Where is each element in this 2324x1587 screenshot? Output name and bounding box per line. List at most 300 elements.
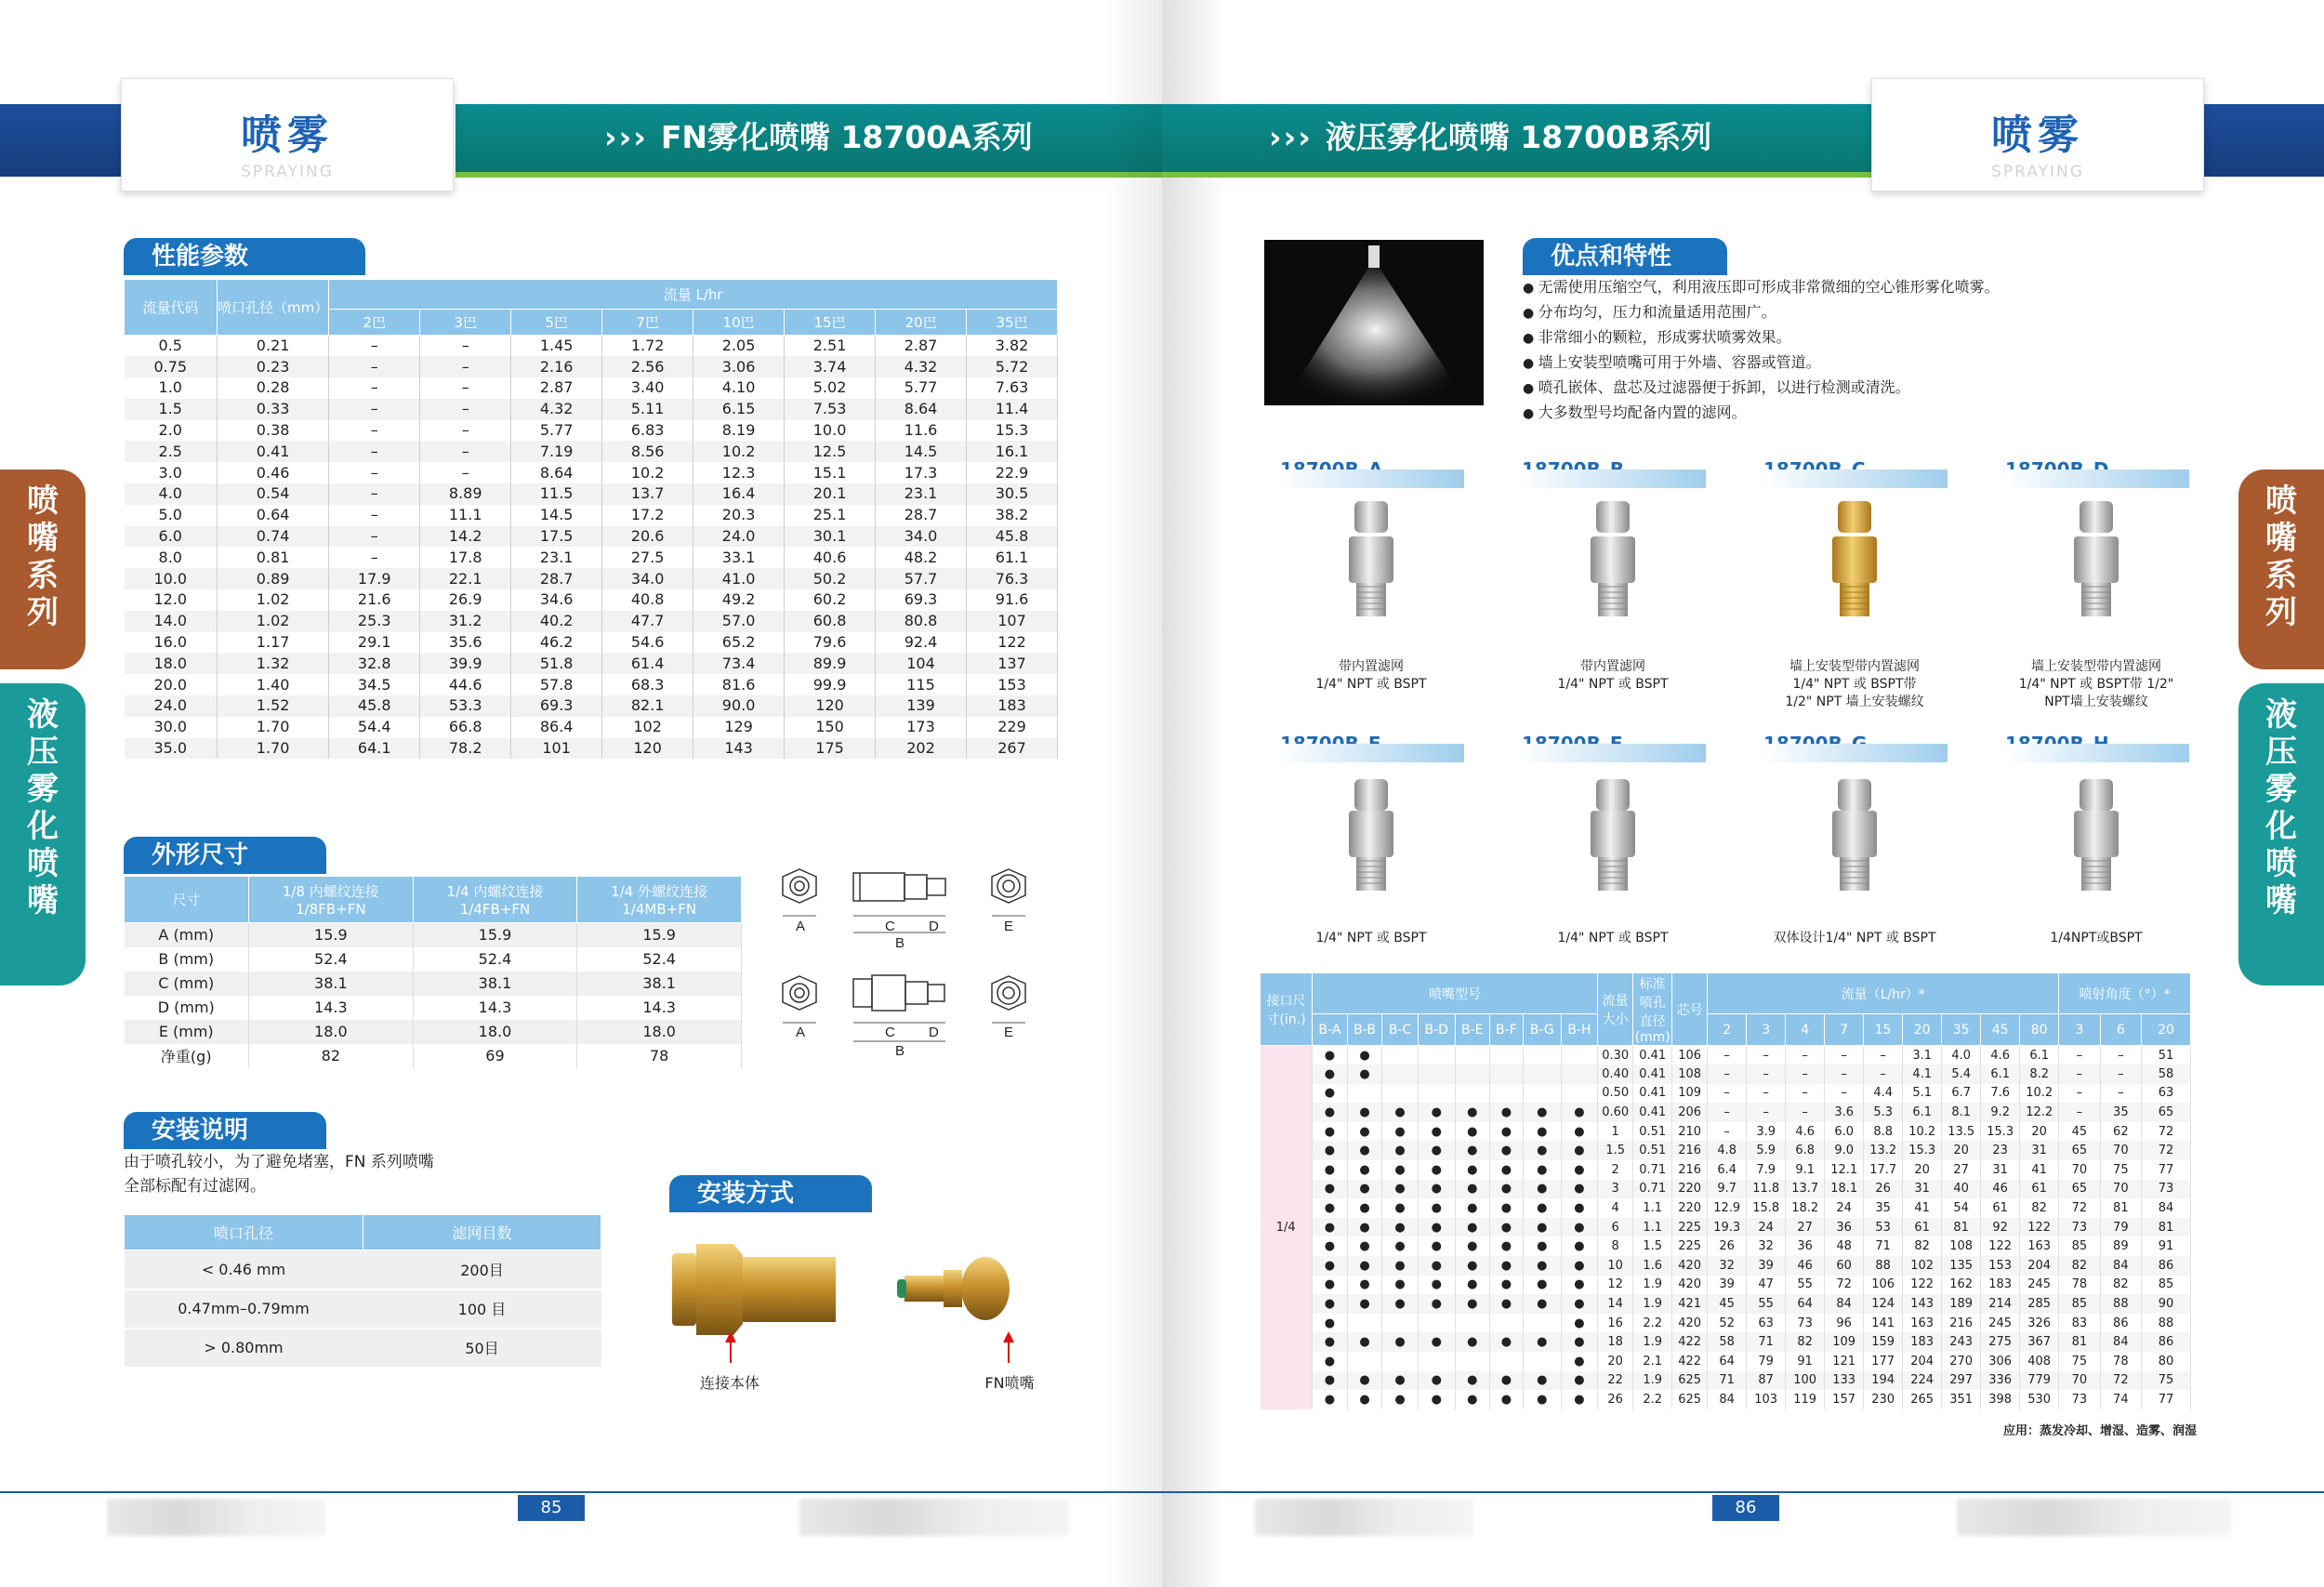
advantage-item: ● 非常细小的颗粒，形成雾状喷雾效果。 bbox=[1523, 325, 2000, 350]
page-title-left bbox=[604, 113, 1033, 157]
table-cell: 3.74 bbox=[785, 356, 876, 377]
model-availability-cell bbox=[1455, 1065, 1489, 1084]
table-cell: 21.6 bbox=[329, 589, 420, 611]
model-availability-cell bbox=[1418, 1065, 1455, 1084]
table-cell: 5.02 bbox=[785, 377, 876, 399]
footer-rule bbox=[0, 1491, 1162, 1493]
model-availability-cell: ● bbox=[1347, 1103, 1382, 1122]
footer-logo-blur bbox=[107, 1499, 325, 1536]
label-body: 连接本体 bbox=[699, 1374, 759, 1392]
performance-table bbox=[124, 279, 1058, 759]
model-availability-cell bbox=[1382, 1084, 1418, 1104]
table-cell: – bbox=[1825, 1046, 1864, 1065]
model-availability-cell: ● bbox=[1347, 1218, 1382, 1237]
table-cell: 0.50 bbox=[1598, 1084, 1633, 1104]
dims-section-title: 外形尺寸 bbox=[124, 837, 326, 874]
product-name-underline bbox=[1278, 744, 1464, 762]
model-availability-cell: ● bbox=[1561, 1332, 1598, 1352]
table-cell: – bbox=[329, 420, 420, 442]
model-availability-cell: ● bbox=[1418, 1371, 1455, 1391]
table-cell: 22.1 bbox=[420, 568, 511, 589]
footer-rule-right bbox=[1162, 1491, 2324, 1493]
table-cell: 5.1 bbox=[1903, 1084, 1942, 1104]
table-cell: 35.6 bbox=[420, 632, 511, 654]
table-row bbox=[1261, 1084, 2191, 1104]
table-cell: 48.2 bbox=[876, 547, 967, 568]
table-cell: 86 bbox=[2142, 1256, 2191, 1276]
table-cell: 10.2 bbox=[602, 462, 693, 483]
model-availability-cell bbox=[1455, 1046, 1489, 1065]
table-cell: – bbox=[1864, 1046, 1903, 1065]
table-cell: 1 bbox=[1598, 1122, 1633, 1142]
table-cell: 86 bbox=[2142, 1332, 2191, 1352]
table-cell: – bbox=[329, 526, 420, 548]
table-cell: 14.3 bbox=[577, 996, 742, 1020]
col-pressure: 15巴 bbox=[785, 310, 876, 336]
table-cell: 175 bbox=[785, 738, 876, 760]
table-cell: 285 bbox=[2020, 1294, 2059, 1314]
table-cell: 8.8 bbox=[1864, 1122, 1903, 1142]
table-cell: 0.41 bbox=[218, 441, 329, 462]
table-cell: 73.4 bbox=[693, 653, 785, 674]
table-row bbox=[125, 947, 742, 972]
table-cell: 16 bbox=[1598, 1314, 1633, 1333]
side-tab-char: 喷 bbox=[2265, 483, 2297, 520]
table-cell: 1.6 bbox=[1633, 1256, 1672, 1276]
table-cell: 137 bbox=[967, 653, 1058, 674]
model-availability-cell: ● bbox=[1418, 1160, 1455, 1180]
table-cell: – bbox=[2059, 1103, 2100, 1122]
model-availability-cell: ● bbox=[1561, 1198, 1598, 1218]
model-availability-cell: ● bbox=[1523, 1294, 1561, 1314]
table-cell: 28.7 bbox=[876, 505, 967, 526]
table-cell: 0.60 bbox=[1598, 1103, 1633, 1122]
table-cell: 70 bbox=[2100, 1180, 2141, 1199]
table-cell: 75 bbox=[2100, 1160, 2141, 1180]
table-cell: 6.15 bbox=[693, 399, 785, 420]
table-row bbox=[1261, 1256, 2191, 1276]
model-availability-cell: ● bbox=[1418, 1180, 1455, 1199]
table-cell: 15.3 bbox=[1981, 1122, 2020, 1142]
table-cell: 12.1 bbox=[1825, 1160, 1864, 1180]
table-cell: – bbox=[1786, 1065, 1825, 1084]
table-cell: 11.1 bbox=[420, 505, 511, 526]
dim-label-b2: B bbox=[895, 1043, 905, 1059]
table-cell: 20 bbox=[1903, 1160, 1942, 1180]
table-cell: 40 bbox=[1942, 1180, 1981, 1199]
table-cell: 5.77 bbox=[511, 420, 602, 442]
col-angle-pressure: 6 bbox=[2100, 1014, 2141, 1046]
dim-label-e2: E bbox=[1004, 1025, 1014, 1040]
table-cell: 0.54 bbox=[218, 483, 329, 505]
table-row bbox=[125, 441, 1058, 462]
table-cell: 24 bbox=[1825, 1198, 1864, 1218]
table-cell: 0.71 bbox=[1633, 1180, 1672, 1199]
model-availability-cell: ● bbox=[1561, 1371, 1598, 1391]
side-tab-hydraulic-nozzle[interactable] bbox=[0, 683, 86, 985]
model-availability-cell: ● bbox=[1523, 1141, 1561, 1160]
table-cell: 51.8 bbox=[511, 653, 602, 674]
col-pressure: 35巴 bbox=[967, 310, 1058, 336]
table-cell: A (mm) bbox=[125, 923, 249, 947]
table-cell: 3.06 bbox=[693, 356, 785, 377]
table-cell: 15.3 bbox=[967, 420, 1058, 442]
table-cell: > 0.80mm bbox=[125, 1329, 363, 1368]
table-cell: 351 bbox=[1942, 1390, 1981, 1409]
table-row bbox=[1261, 1103, 2191, 1122]
table-cell: – bbox=[1708, 1046, 1747, 1065]
table-cell: 275 bbox=[1981, 1332, 2020, 1352]
dimension-drawing bbox=[772, 860, 1041, 1069]
model-availability-cell: ● bbox=[1523, 1180, 1561, 1199]
table-cell: 57.0 bbox=[693, 611, 785, 632]
model-availability-cell: ● bbox=[1561, 1256, 1598, 1276]
table-cell: 121 bbox=[1825, 1352, 1864, 1371]
col-flow-pressure: 15 bbox=[1864, 1014, 1903, 1046]
table-cell: 54 bbox=[1942, 1198, 1981, 1218]
table-cell: 66.8 bbox=[420, 717, 511, 738]
col-model-code: B-A bbox=[1313, 1014, 1348, 1046]
col-connection-line2: 1/4FB+FN bbox=[459, 901, 531, 918]
table-cell: 24.0 bbox=[693, 526, 785, 548]
table-cell: 420 bbox=[1672, 1256, 1708, 1276]
model-availability-cell: ● bbox=[1523, 1276, 1561, 1295]
table-cell: 70 bbox=[2100, 1141, 2141, 1160]
table-row bbox=[125, 674, 1058, 695]
side-tab-hydraulic-nozzle-right[interactable] bbox=[2238, 683, 2324, 985]
dim-label-c2: C bbox=[885, 1025, 895, 1040]
side-tab-char: 压 bbox=[2265, 734, 2297, 771]
table-cell: 88 bbox=[1864, 1256, 1903, 1276]
table-cell: 15.8 bbox=[1747, 1198, 1786, 1218]
table-cell: 净重(g) bbox=[125, 1044, 249, 1068]
table-cell: 153 bbox=[967, 674, 1058, 695]
model-availability-cell bbox=[1561, 1065, 1598, 1084]
header-blue-strip-right bbox=[2199, 104, 2324, 177]
table-cell: 83 bbox=[2059, 1314, 2100, 1333]
advantage-item: ● 喷孔嵌体、盘芯及过滤器便于拆卸，以进行检测或清洗。 bbox=[1523, 376, 2000, 401]
model-availability-cell: ● bbox=[1313, 1218, 1348, 1237]
table-cell: 39.9 bbox=[420, 653, 511, 674]
model-availability-cell: ● bbox=[1455, 1237, 1489, 1256]
col-model-code: B-G bbox=[1523, 1014, 1561, 1046]
table-cell: 82 bbox=[2059, 1256, 2100, 1276]
table-cell: 530 bbox=[2020, 1390, 2059, 1409]
dim-label-d: D bbox=[929, 919, 939, 934]
table-cell: 220 bbox=[1672, 1180, 1708, 1199]
table-cell: 74 bbox=[2100, 1390, 2141, 1409]
col-connection bbox=[413, 877, 577, 923]
model-availability-cell: ● bbox=[1561, 1103, 1598, 1122]
table-cell: 2.0 bbox=[125, 420, 218, 442]
table-cell: 107 bbox=[967, 611, 1058, 632]
model-availability-cell: ● bbox=[1561, 1314, 1598, 1333]
table-cell: – bbox=[2059, 1084, 2100, 1104]
table-cell: 122 bbox=[2020, 1218, 2059, 1237]
install-note-line2: 全部标配有过滤网。 bbox=[124, 1177, 266, 1196]
table-cell: 6.4 bbox=[1708, 1160, 1747, 1180]
table-cell: 31 bbox=[1903, 1180, 1942, 1199]
model-availability-cell: ● bbox=[1489, 1371, 1523, 1391]
table-cell: – bbox=[1747, 1065, 1786, 1084]
table-cell: – bbox=[1786, 1103, 1825, 1122]
model-availability-cell bbox=[1347, 1314, 1382, 1333]
table-cell: 77 bbox=[2142, 1390, 2191, 1409]
model-availability-cell: ● bbox=[1313, 1314, 1348, 1333]
model-availability-cell: ● bbox=[1382, 1103, 1418, 1122]
table-cell: 3 bbox=[1598, 1180, 1633, 1199]
table-cell: 6.0 bbox=[1825, 1122, 1864, 1142]
table-cell: 4.0 bbox=[125, 483, 218, 505]
table-row bbox=[125, 1289, 601, 1329]
product-caption: 1/4" NPT 或 BSPT带 bbox=[1792, 677, 1917, 692]
table-cell: 90.0 bbox=[693, 695, 785, 717]
model-availability-cell: ● bbox=[1489, 1332, 1523, 1352]
table-cell: 54.4 bbox=[329, 717, 420, 738]
col-flow-pressure: 2 bbox=[1708, 1014, 1747, 1046]
model-availability-cell bbox=[1523, 1046, 1561, 1065]
table-cell: 36 bbox=[1786, 1237, 1825, 1256]
dimensions-table bbox=[124, 876, 742, 1068]
table-cell: 25.3 bbox=[329, 611, 420, 632]
table-cell: 82 bbox=[2020, 1198, 2059, 1218]
table-cell: 216 bbox=[1672, 1160, 1708, 1180]
side-tab-char: 列 bbox=[27, 594, 59, 631]
table-cell: 3.9 bbox=[1747, 1122, 1786, 1142]
table-cell: 18.0 bbox=[125, 653, 218, 674]
table-cell: B (mm) bbox=[125, 947, 249, 972]
product-name-underline bbox=[1520, 744, 1706, 762]
col-flowsize: 流量大小 bbox=[1598, 973, 1633, 1046]
side-tab-nozzle-series[interactable] bbox=[0, 469, 86, 669]
table-cell: 36 bbox=[1825, 1218, 1864, 1237]
table-cell: 72 bbox=[1825, 1276, 1864, 1295]
model-availability-cell bbox=[1489, 1084, 1523, 1104]
model-availability-cell: ● bbox=[1382, 1390, 1418, 1409]
table-cell: 15.3 bbox=[1903, 1141, 1942, 1160]
table-cell: 14.3 bbox=[249, 996, 414, 1020]
table-cell: 102 bbox=[1903, 1256, 1942, 1276]
table-cell: 336 bbox=[1981, 1371, 2020, 1391]
model-availability-cell: ● bbox=[1455, 1180, 1489, 1199]
table-cell: 84 bbox=[2100, 1332, 2141, 1352]
model-availability-cell: ● bbox=[1313, 1352, 1348, 1371]
table-cell: 6.1 bbox=[1903, 1103, 1942, 1122]
table-cell: 20.3 bbox=[693, 505, 785, 526]
table-cell: 0.40 bbox=[1598, 1065, 1633, 1084]
table-cell: 17.9 bbox=[329, 568, 420, 589]
table-cell: 109 bbox=[1672, 1084, 1708, 1104]
table-cell: 6.1 bbox=[2020, 1046, 2059, 1065]
table-row bbox=[125, 611, 1058, 632]
table-cell: 6.0 bbox=[125, 526, 218, 548]
table-cell: 45 bbox=[1708, 1294, 1747, 1314]
table-cell: – bbox=[1825, 1084, 1864, 1104]
model-availability-cell: ● bbox=[1455, 1160, 1489, 1180]
table-cell: 13.7 bbox=[602, 483, 693, 505]
table-cell: 0.51 bbox=[1633, 1141, 1672, 1160]
table-row bbox=[125, 420, 1058, 442]
model-availability-cell bbox=[1523, 1065, 1561, 1084]
table-cell: 1.9 bbox=[1633, 1371, 1672, 1391]
table-row bbox=[125, 589, 1058, 611]
model-availability-cell: ● bbox=[1313, 1371, 1348, 1391]
chevron-right-icon: ››› bbox=[604, 119, 648, 155]
advantage-item: ● 大多数型号均配备内置的滤网。 bbox=[1523, 401, 2000, 426]
table-cell: 3.40 bbox=[602, 377, 693, 399]
nozzle-photo bbox=[1762, 770, 1948, 909]
table-cell: 779 bbox=[2020, 1371, 2059, 1391]
model-availability-cell: ● bbox=[1489, 1294, 1523, 1314]
table-cell: 86.4 bbox=[511, 717, 602, 738]
model-availability-cell: ● bbox=[1418, 1218, 1455, 1237]
model-availability-cell: ● bbox=[1382, 1180, 1418, 1199]
model-availability-cell: ● bbox=[1523, 1237, 1561, 1256]
model-availability-cell: ● bbox=[1313, 1180, 1348, 1199]
table-cell: 10 bbox=[1598, 1256, 1633, 1276]
table-cell: 5.3 bbox=[1864, 1103, 1903, 1122]
model-availability-cell: ● bbox=[1418, 1294, 1455, 1314]
table-cell: 9.1 bbox=[1786, 1160, 1825, 1180]
model-availability-cell: ● bbox=[1561, 1294, 1598, 1314]
model-availability-cell bbox=[1455, 1352, 1489, 1371]
col-model-code: B-B bbox=[1347, 1014, 1382, 1046]
table-cell: 75 bbox=[2059, 1352, 2100, 1371]
model-availability-cell: ● bbox=[1347, 1065, 1382, 1084]
table-cell: 89.9 bbox=[785, 653, 876, 674]
table-cell: 4.4 bbox=[1864, 1084, 1903, 1104]
table-cell: 63 bbox=[2142, 1084, 2191, 1104]
table-cell: 23.1 bbox=[511, 547, 602, 568]
table-cell: 163 bbox=[1903, 1314, 1942, 1333]
table-cell: 92.4 bbox=[876, 632, 967, 654]
table-cell: 139 bbox=[876, 695, 967, 717]
table-cell: 1.40 bbox=[218, 674, 329, 695]
table-cell: 18.0 bbox=[413, 1020, 577, 1044]
brand-cn: 喷雾 bbox=[241, 112, 334, 159]
col-connection bbox=[249, 877, 414, 923]
table-cell: 326 bbox=[2020, 1314, 2059, 1333]
table-cell: 7.53 bbox=[785, 399, 876, 420]
right-page bbox=[1162, 0, 2324, 1587]
table-row bbox=[1261, 1332, 2191, 1352]
table-cell: 14.3 bbox=[413, 996, 577, 1020]
model-availability-cell bbox=[1561, 1084, 1598, 1104]
table-cell: 50目 bbox=[363, 1329, 601, 1368]
table-cell: 0.51 bbox=[1633, 1122, 1672, 1142]
table-cell: – bbox=[420, 377, 511, 399]
model-availability-cell bbox=[1418, 1352, 1455, 1371]
side-tab-char: 嘴 bbox=[27, 882, 59, 919]
model-availability-cell: ● bbox=[1347, 1122, 1382, 1142]
table-cell: 78 bbox=[2100, 1352, 2141, 1371]
table-cell: 1.5 bbox=[1633, 1237, 1672, 1256]
side-tab-nozzle-series-right[interactable] bbox=[2238, 469, 2324, 669]
col-model-code: B-E bbox=[1455, 1014, 1489, 1046]
brand-box-right bbox=[1871, 78, 2204, 192]
table-cell: 85 bbox=[2142, 1276, 2191, 1295]
table-cell: 267 bbox=[967, 738, 1058, 760]
model-availability-cell: ● bbox=[1382, 1122, 1418, 1142]
table-cell: 31 bbox=[1981, 1160, 2020, 1180]
model-availability-cell: ● bbox=[1523, 1332, 1561, 1352]
table-cell: 183 bbox=[1903, 1332, 1942, 1352]
table-cell: 20.1 bbox=[785, 483, 876, 505]
model-availability-cell: ● bbox=[1313, 1103, 1348, 1122]
model-availability-cell bbox=[1347, 1084, 1382, 1104]
side-tab-char: 雾 bbox=[2265, 771, 2297, 808]
table-cell: 44.6 bbox=[420, 674, 511, 695]
brand-cn-right: 喷雾 bbox=[1991, 112, 2084, 159]
table-cell: 2.16 bbox=[511, 356, 602, 377]
model-availability-cell: ● bbox=[1418, 1390, 1455, 1409]
table-cell: – bbox=[1747, 1046, 1786, 1065]
table-cell: 367 bbox=[2020, 1332, 2059, 1352]
model-availability-cell: ● bbox=[1382, 1237, 1418, 1256]
table-cell: 115 bbox=[876, 674, 967, 695]
table-cell: 18.1 bbox=[1825, 1180, 1864, 1199]
side-tab-char: 喷 bbox=[27, 845, 59, 882]
table-cell: 100 bbox=[1786, 1371, 1825, 1391]
table-row bbox=[1261, 1046, 2191, 1065]
side-tab-char: 化 bbox=[2265, 808, 2297, 845]
table-cell: 14.0 bbox=[125, 611, 218, 632]
table-cell: 8.89 bbox=[420, 483, 511, 505]
side-tab-char: 喷 bbox=[2265, 845, 2297, 882]
table-cell: 1.9 bbox=[1633, 1294, 1672, 1314]
table-cell: 82.1 bbox=[602, 695, 693, 717]
model-availability-cell: ● bbox=[1347, 1141, 1382, 1160]
advantage-item: ● 分布均匀，压力和流量适用范围广。 bbox=[1523, 300, 2000, 325]
table-cell: 79 bbox=[2100, 1218, 2141, 1237]
table-cell: 1.70 bbox=[218, 717, 329, 738]
model-availability-cell bbox=[1561, 1046, 1598, 1065]
table-cell: 122 bbox=[1981, 1237, 2020, 1256]
model-availability-cell: ● bbox=[1523, 1160, 1561, 1180]
table-cell: 31.2 bbox=[420, 611, 511, 632]
table-cell: 11.6 bbox=[876, 420, 967, 442]
table-cell: 1.5 bbox=[125, 399, 218, 420]
table-row bbox=[125, 547, 1058, 568]
table-cell: 61 bbox=[1903, 1218, 1942, 1237]
col-flow-pressure: 3 bbox=[1747, 1014, 1786, 1046]
table-row bbox=[125, 336, 1058, 357]
table-cell: 1.0 bbox=[125, 377, 218, 399]
side-tab-char: 系 bbox=[27, 557, 59, 594]
model-availability-cell: ● bbox=[1313, 1141, 1348, 1160]
table-cell: 64 bbox=[1708, 1352, 1747, 1371]
table-cell: 17.5 bbox=[511, 526, 602, 548]
table-cell: 68.3 bbox=[602, 674, 693, 695]
model-availability-cell: ● bbox=[1489, 1103, 1523, 1122]
method-section-title: 安装方式 bbox=[669, 1175, 872, 1212]
table-cell: 13.5 bbox=[1942, 1122, 1981, 1142]
table-cell: 0.28 bbox=[218, 377, 329, 399]
table-cell: 61.4 bbox=[602, 653, 693, 674]
col-flow-pressure: 35 bbox=[1942, 1014, 1981, 1046]
side-tab-char: 嘴 bbox=[27, 520, 59, 557]
table-cell: 30.0 bbox=[125, 717, 218, 738]
table-cell: 57.8 bbox=[511, 674, 602, 695]
table-cell: 9.2 bbox=[1981, 1103, 2020, 1122]
brand-box bbox=[121, 78, 454, 192]
table-cell: 204 bbox=[2020, 1256, 2059, 1276]
table-cell: 35 bbox=[2100, 1103, 2141, 1122]
table-cell: 420 bbox=[1672, 1314, 1708, 1333]
table-cell: 86 bbox=[2100, 1314, 2141, 1333]
table-cell: 81 bbox=[2059, 1332, 2100, 1352]
mesh-table bbox=[124, 1214, 601, 1369]
